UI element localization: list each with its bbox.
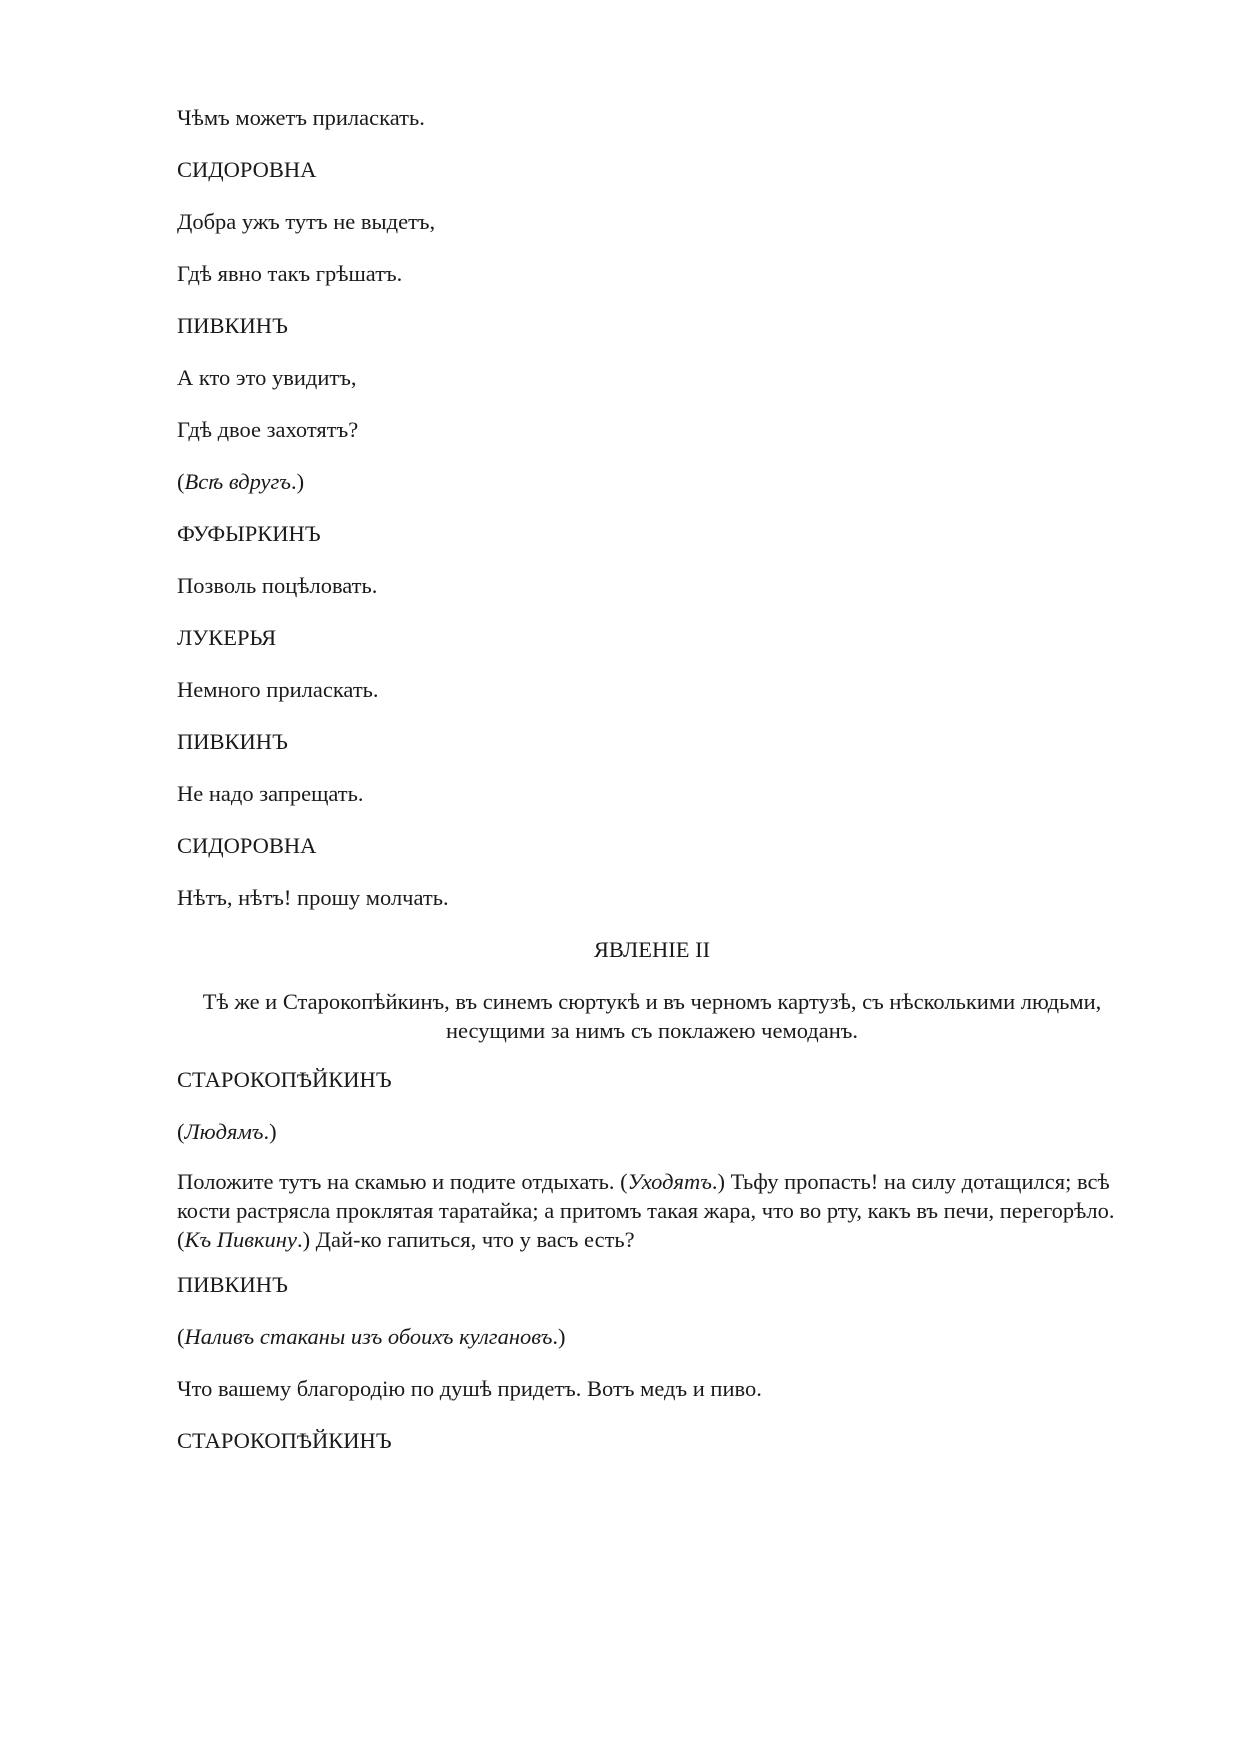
- stage-direction-inline: (Всѣ вдругъ.): [177, 469, 305, 494]
- speaker-name: ПИВКИНЪ: [177, 729, 288, 754]
- stage-direction-inline: (Наливъ стаканы изъ обоихъ кулгановъ.): [177, 1324, 566, 1349]
- speaker-name: СТАРОКОПѢЙКИНЪ: [177, 1428, 392, 1453]
- verse-line: Добра ужъ тутъ не выдетъ,: [177, 209, 436, 234]
- direction-text: Наливъ стаканы изъ обоихъ кулгановъ: [184, 1324, 553, 1349]
- direction-text: Людямъ: [184, 1119, 264, 1144]
- verse-line: Гдѣ явно такъ грѣшатъ.: [177, 261, 403, 286]
- verse-line: Гдѣ двое захотятъ?: [177, 417, 359, 442]
- speaker-name: СИДОРОВНА: [177, 157, 317, 182]
- scene-heading: ЯВЛЕНІЕ II: [593, 937, 711, 962]
- speaker-name: ПИВКИНЪ: [177, 313, 288, 338]
- speech-paragraph: Положите тутъ на скамью и подите отдыхать. (Уходятъ.) Тьфу пропасть! на силу дотащился; всѣ кости растрясла проклятая таратайка; а притомъ такая жара, что во рту, какъ въ печи, перегорѣло. (Къ Пивкину.) Дай-ко гапиться, что у васъ есть?: [177, 1169, 1115, 1252]
- speaker-name: ФУФЫРКИНЪ: [177, 521, 321, 546]
- verse-line: Что вашему благородію по душѣ придетъ. Вотъ медъ и пиво.: [177, 1376, 762, 1401]
- direction-text: Уходятъ: [627, 1169, 712, 1194]
- verse-line: Чѣмъ можетъ приласкать.: [177, 105, 425, 130]
- verse-line: Нѣтъ, нѣтъ! прошу молчать.: [177, 885, 449, 910]
- speaker-name: ЛУКЕРЬЯ: [177, 625, 277, 650]
- stage-direction: Тѣ же и Старокопѣйкинъ, въ синемъ сюртукѣ и въ черномъ картузѣ, съ нѣсколькими людьми, несущими за нимъ съ поклажею чемоданъ.: [202, 989, 1102, 1043]
- verse-line: Позволь поцѣловать.: [177, 573, 378, 598]
- stage-direction-inline: (Людямъ.): [177, 1119, 277, 1144]
- speaker-name: ПИВКИНЪ: [177, 1272, 288, 1297]
- verse-line: Не надо запрещать.: [177, 781, 364, 806]
- direction-text: Всѣ вдругъ: [184, 469, 291, 494]
- verse-line: Немного приласкать.: [177, 677, 379, 702]
- speaker-name: СИДОРОВНА: [177, 833, 317, 858]
- direction-text: Къ Пивкину: [184, 1227, 297, 1252]
- speaker-name: СТАРОКОПѢЙКИНЪ: [177, 1067, 392, 1092]
- verse-line: А кто это увидитъ,: [177, 365, 357, 390]
